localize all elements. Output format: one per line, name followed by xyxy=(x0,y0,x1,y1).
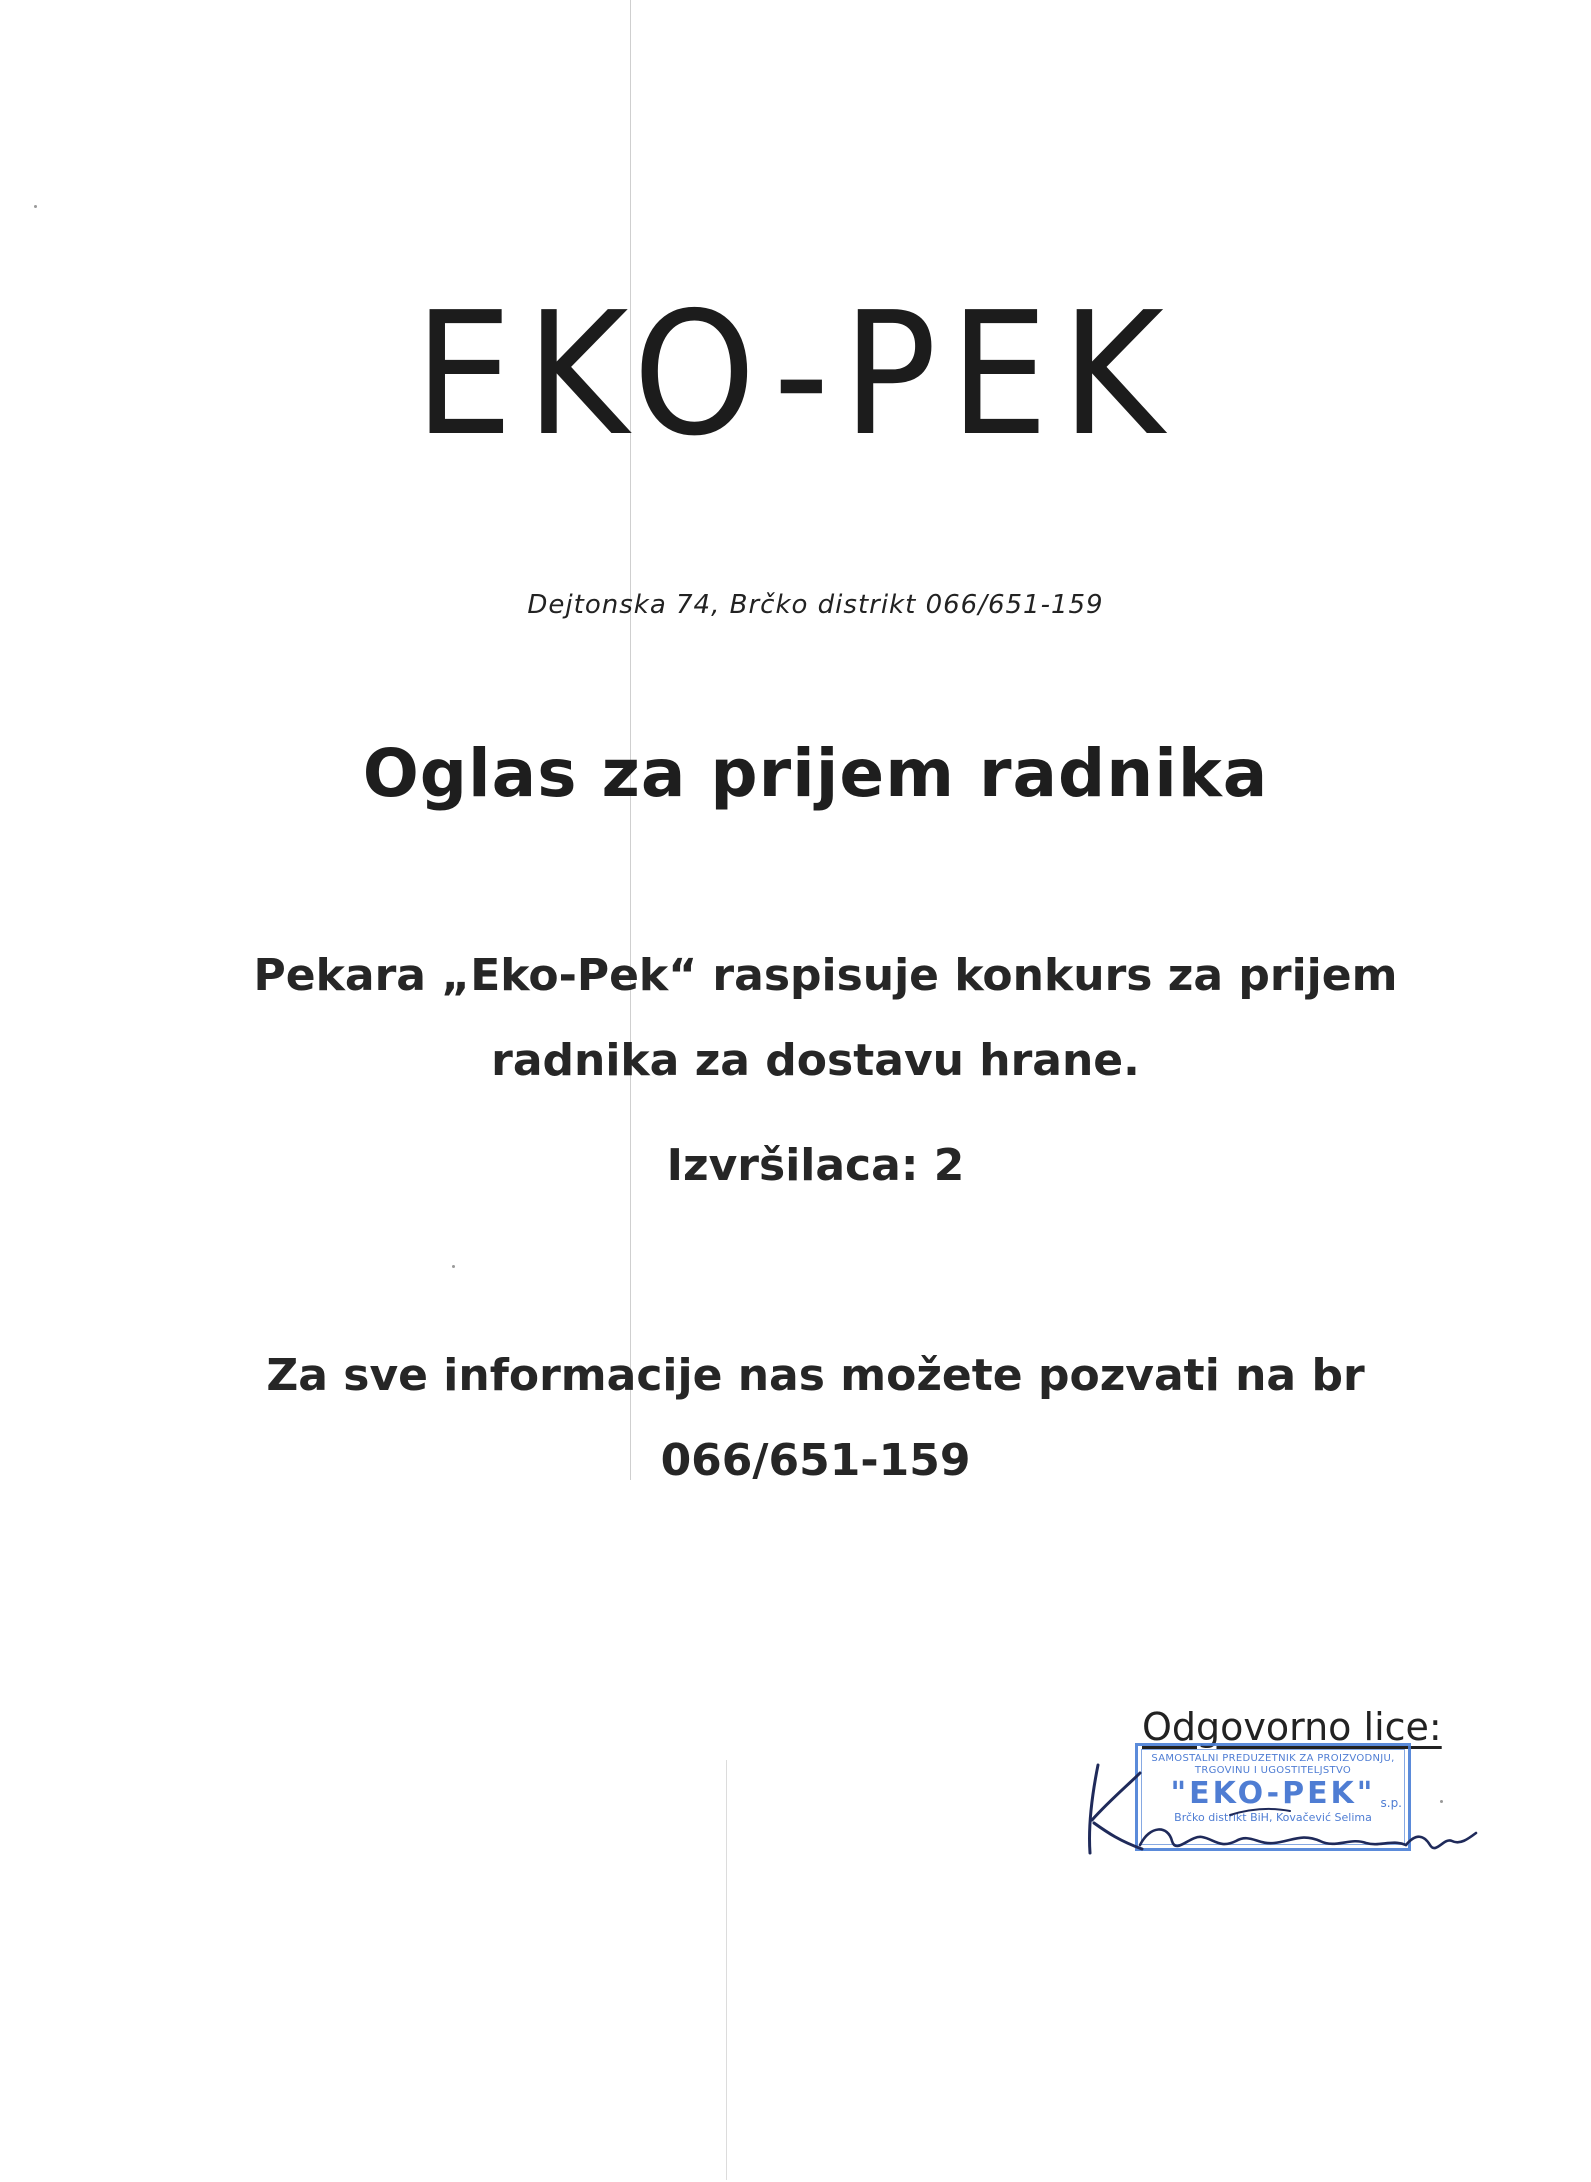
announcement-line-2: radnika za dostavu hrane. xyxy=(491,1035,1140,1086)
announcement-line-1: Pekara „Eko-Pek“ raspisuje konkurs za prijem xyxy=(253,950,1398,1001)
stamp-line-2: TRGOVINU I UGOSTITELJSTVO xyxy=(1194,1765,1352,1776)
stamp-company-name: "EKO-PEK" xyxy=(1170,1776,1376,1811)
contact-info-line: Za sve informacije nas možete pozvati na br xyxy=(266,1350,1365,1401)
handwritten-signature xyxy=(1080,1745,1480,1875)
executors-count: Izvršilaca: 2 xyxy=(666,1140,965,1191)
scan-speck xyxy=(452,1265,455,1268)
stamp-address: Brčko distrikt BiH, Kovačević Selima xyxy=(1174,1811,1372,1824)
company-logo-text: EKO-PEK xyxy=(414,276,1177,474)
scan-speck xyxy=(34,205,37,208)
stamp-line-1: SAMOSTALNI PREDUZETNIK ZA PROIZVODNJU, xyxy=(1151,1753,1395,1764)
scan-fold-line-lower xyxy=(726,1760,727,2180)
contact-phone: 066/651-159 xyxy=(660,1435,971,1486)
stamp-suffix: s.p. xyxy=(1380,1796,1402,1810)
document-heading: Oglas za prijem radnika xyxy=(362,735,1269,812)
responsible-person-label: Odgovorno lice: xyxy=(1142,1705,1442,1749)
company-address: Dejtonska 74, Brčko distrikt 066/651-159 xyxy=(527,590,1104,620)
